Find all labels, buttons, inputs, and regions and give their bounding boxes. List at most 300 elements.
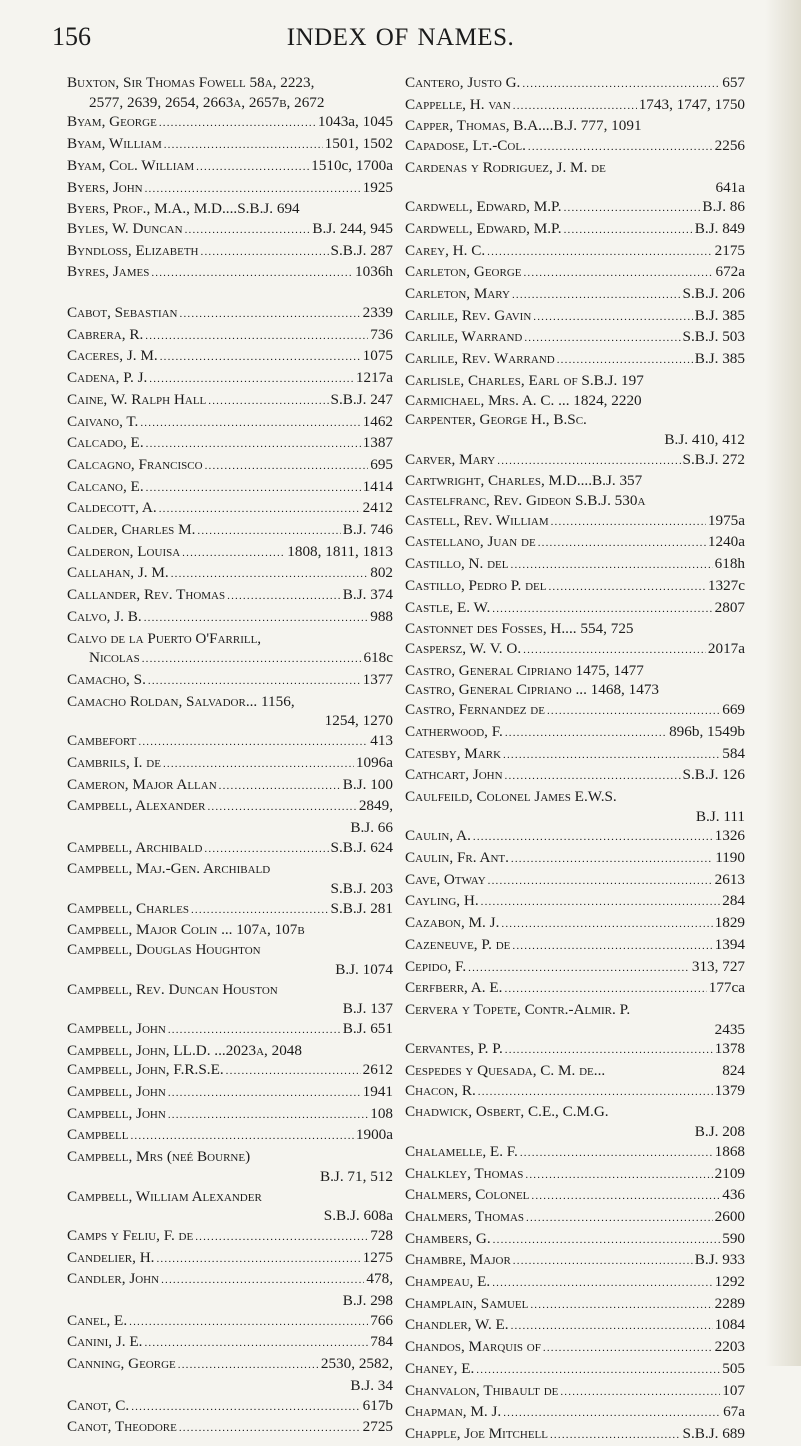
index-entry-line <box>405 450 745 472</box>
entry-reference: 1292 <box>714 1273 745 1291</box>
index-entry <box>405 1061 745 1081</box>
entry-name: Castro, General Cipriano ... 1468, 1473 <box>405 681 660 699</box>
index-entry-line <box>405 1020 745 1040</box>
index-entry <box>405 1315 745 1337</box>
leader-dots <box>564 199 701 219</box>
index-entry-line <box>67 711 393 731</box>
entry-reference: 1394 <box>714 935 745 953</box>
leader-dots <box>551 513 706 533</box>
leader-dots <box>219 777 341 797</box>
entry-reference: 2203 <box>714 1338 745 1356</box>
leader-dots <box>148 672 361 692</box>
index-entry <box>405 349 745 371</box>
entry-reference: 802 <box>370 564 393 582</box>
index-entry-line <box>67 1396 393 1418</box>
index-entry <box>67 303 393 325</box>
entry-name: Chambers, G. <box>405 1229 491 1247</box>
index-entry <box>405 158 745 197</box>
entry-name: Callander, Rev. Thomas <box>67 586 226 604</box>
index-entry <box>67 1041 393 1061</box>
entry-reference: S.B.J. 206 <box>682 285 745 303</box>
index-entry-line <box>67 1226 393 1248</box>
index-entry-line <box>405 219 745 241</box>
leader-dots <box>528 138 713 158</box>
index-entry-line <box>405 1164 745 1186</box>
entry-name: Chandler, W. E. <box>405 1316 509 1334</box>
index-entry <box>405 639 745 661</box>
index-entry-line <box>405 913 745 935</box>
index-entry-line <box>405 1061 745 1081</box>
index-entry <box>67 563 393 585</box>
leader-dots <box>156 1250 360 1270</box>
leader-dots <box>560 1383 720 1403</box>
index-entry <box>405 262 745 284</box>
index-entry <box>405 1039 745 1061</box>
index-entry <box>405 1381 745 1403</box>
index-entry <box>67 980 393 1019</box>
entry-reference: 1075 <box>362 347 393 365</box>
index-entry-line <box>405 576 745 598</box>
entry-name: Castellano, Juan de <box>405 533 536 551</box>
leader-dots <box>140 414 360 434</box>
index-entry <box>67 1311 393 1333</box>
leader-dots <box>144 609 369 629</box>
entry-name: Cespedes y Quesada, C. M. de... <box>405 1062 606 1080</box>
index-entry <box>67 134 393 156</box>
index-entry <box>405 935 745 957</box>
index-entry-line <box>67 199 393 219</box>
entry-name: Castro, General Cipriano 1475, 1477 <box>405 661 644 679</box>
leader-dots <box>468 959 690 979</box>
entry-reference: 766 <box>370 1311 393 1329</box>
entry-reference: 2613 <box>714 870 745 888</box>
entry-reference: 177ca <box>708 979 745 997</box>
entry-reference: B.J. 849 <box>694 219 745 237</box>
leader-dots <box>525 1166 712 1186</box>
entry-name: Chalmers, Colonel <box>405 1186 530 1204</box>
index-entry <box>405 116 745 136</box>
page-number: 156 <box>52 22 91 51</box>
leader-dots <box>208 392 328 412</box>
leader-dots <box>191 901 329 921</box>
leader-dots <box>182 544 285 564</box>
leader-dots <box>476 1361 720 1381</box>
entry-reference: 1190 <box>715 849 745 867</box>
index-entry-line <box>67 1041 393 1061</box>
index-entry-line <box>67 520 393 542</box>
leader-dots <box>513 97 637 117</box>
letter-gap <box>67 284 393 303</box>
entry-reference: S.B.J. 624 <box>330 838 393 856</box>
index-entry-line <box>67 368 393 390</box>
index-entry-line <box>67 542 393 564</box>
index-entry <box>405 511 745 533</box>
index-entry-line <box>67 648 393 670</box>
entry-name: Cervera y Topete, Contr.-Almir. P. <box>405 1000 631 1018</box>
index-entry <box>67 940 393 979</box>
entry-name: Campbell, Douglas Houghton <box>67 941 261 959</box>
leader-dots <box>511 556 713 576</box>
index-entry <box>67 670 393 692</box>
entry-reference: B.J. 208 <box>694 1123 745 1141</box>
index-entry-line <box>67 940 393 960</box>
index-entry <box>67 1147 393 1186</box>
index-entry <box>67 520 393 542</box>
index-entry-line <box>405 284 745 306</box>
index-entry-line <box>405 158 745 178</box>
entry-reference: B.J. 1074 <box>335 960 393 978</box>
entry-name: Calvo de la Puerto O'Farrill, <box>67 629 262 647</box>
index-entry <box>67 1269 393 1310</box>
index-entry <box>67 498 393 520</box>
entry-reference: B.J. 34 <box>350 1376 393 1394</box>
entry-name: Caulin, A. <box>405 827 471 845</box>
index-entry <box>405 1081 745 1103</box>
entry-reference: 478, <box>366 1270 393 1288</box>
index-entry <box>67 1417 393 1439</box>
index-entry <box>67 1019 393 1041</box>
index-entry <box>67 325 393 347</box>
index-entry-line <box>405 744 745 766</box>
index-entry-line <box>405 1315 745 1337</box>
index-entry-line <box>67 899 393 921</box>
index-entry-line <box>405 116 745 136</box>
entry-reference: 1808, 1811, 1813 <box>287 542 393 560</box>
leader-dots <box>473 828 713 848</box>
entry-name: Carmichael, Mrs. A. C. ... 1824, 2220 <box>405 391 642 409</box>
entry-reference: 617b <box>362 1396 393 1414</box>
entry-name: Cardenas y Rodriguez, J. M. de <box>405 158 606 176</box>
index-entry-line <box>405 598 745 620</box>
entry-reference: B.J. 374 <box>342 586 393 604</box>
index-entry-line <box>405 1381 745 1403</box>
entry-name: Chalamelle, E. F. <box>405 1142 518 1160</box>
index-entry-line <box>67 1269 393 1291</box>
entry-reference: 2807 <box>714 598 745 616</box>
entry-reference: 1941 <box>362 1083 393 1101</box>
index-entry-line <box>67 134 393 156</box>
leader-dots <box>146 435 361 455</box>
index-entry-line <box>67 1417 393 1439</box>
entry-reference: 1096a <box>355 753 393 771</box>
index-entry <box>405 532 745 554</box>
index-entry-line <box>67 262 393 284</box>
entry-reference: B.J. 66 <box>350 818 393 836</box>
entry-reference: 2612 <box>362 1061 393 1079</box>
entry-name: Cardwell, Edward, M.P. <box>405 198 562 216</box>
index-entry-line <box>67 1167 393 1187</box>
index-entry <box>67 920 393 940</box>
entry-name: Cave, Otway <box>405 870 486 888</box>
index-entry-line <box>405 807 745 827</box>
index-entry <box>67 899 393 921</box>
leader-dots <box>523 641 706 661</box>
entry-name: Caldecott, A. <box>67 499 157 517</box>
index-entry-line <box>405 870 745 892</box>
index-entry-line <box>405 661 745 681</box>
index-entry <box>405 371 745 391</box>
right-column <box>405 73 745 1446</box>
entry-name: Cathcart, John <box>405 766 503 784</box>
index-entry <box>405 848 745 870</box>
entry-name: Canel, E. <box>67 1311 128 1329</box>
index-entry-line <box>405 1229 745 1251</box>
page-heading: INDEX OF NAMES. <box>286 24 515 51</box>
leader-dots <box>151 264 353 284</box>
index-entry-line <box>67 1060 393 1082</box>
index-entry <box>405 219 745 241</box>
entry-reference: B.J. 86 <box>702 198 745 216</box>
entry-reference: 1378 <box>714 1040 745 1058</box>
leader-dots <box>138 733 368 753</box>
index-entry <box>405 598 745 620</box>
entry-reference: 1501, 1502 <box>324 135 393 153</box>
index-entry <box>405 136 745 158</box>
leader-dots <box>478 1083 713 1103</box>
leader-dots <box>196 158 309 178</box>
index-entry <box>67 1104 393 1126</box>
index-entry <box>67 477 393 499</box>
entry-reference: 436 <box>722 1186 745 1204</box>
leader-dots <box>144 1334 368 1354</box>
index-entry-line <box>67 1125 393 1147</box>
entry-name: Caspersz, W. V. O. <box>405 639 522 657</box>
entry-name: Carleton, Mary <box>405 285 510 303</box>
entry-name: Campbell, Major Colin ... 107a, 107b <box>67 921 305 939</box>
index-entry-line <box>67 818 393 838</box>
index-entry <box>67 692 393 731</box>
entry-reference: S.B.J. 126 <box>682 766 745 784</box>
entry-name: Camacho Roldan, Salvador... 1156, <box>67 692 295 710</box>
entry-name: Castell, Rev. William <box>405 511 549 529</box>
index-entry-line <box>67 585 393 607</box>
index-entry-line <box>67 960 393 980</box>
entry-name: Campbell, William Alexander <box>67 1187 262 1205</box>
entry-reference: B.J. 111 <box>695 807 745 825</box>
entry-reference: 1510c, 1700a <box>311 156 393 174</box>
entry-reference: 2289 <box>714 1294 745 1312</box>
index-entry-line <box>67 879 393 899</box>
index-entry <box>405 1102 745 1141</box>
leader-dots <box>131 1398 360 1418</box>
index-entry-line <box>405 957 745 979</box>
entry-reference: 584 <box>722 744 745 762</box>
index-entry-line <box>67 178 393 200</box>
entry-name: Carlile, Warrand <box>405 328 523 346</box>
entry-name: Castillo, Pedro P. del <box>405 576 547 594</box>
entry-reference: B.J. 385 <box>694 350 745 368</box>
leader-dots <box>524 329 680 349</box>
entry-name: Carey, H. C. <box>405 241 486 259</box>
entry-name: Castro, Fernandez de <box>405 701 545 719</box>
index-entry <box>405 1294 745 1316</box>
entry-name: Castelfranc, Rev. Gideon S.B.J. 530a <box>405 492 646 510</box>
leader-dots <box>227 587 341 607</box>
entry-name: Cambrils, I. de <box>67 753 161 771</box>
index-entry-line <box>405 471 745 491</box>
entry-name: Campbell, Alexander <box>67 797 206 815</box>
index-entry-line <box>405 73 745 95</box>
index-entry-line <box>67 1187 393 1207</box>
entry-reference: 1326 <box>714 827 745 845</box>
index-entry <box>67 838 393 860</box>
entry-name: Carlile, Rev. Gavin <box>405 306 532 324</box>
leader-dots <box>142 650 362 670</box>
entry-reference: 1377 <box>362 670 393 688</box>
entry-name: Cadena, P. J. <box>67 369 148 387</box>
entry-reference: B.J. 746 <box>342 521 393 539</box>
entry-name: Castle, E. W. <box>405 598 491 616</box>
index-entry <box>405 619 745 639</box>
entry-name: Buxton, Sir Thomas Fowell 58a, 2223, <box>67 74 315 91</box>
index-entry <box>405 891 745 913</box>
entry-name: Champlain, Samuel <box>405 1294 529 1312</box>
entry-name: Campbell, Charles <box>67 899 189 917</box>
index-entry-line <box>67 93 393 113</box>
entry-reference: 896b, 1549b <box>669 722 745 740</box>
index-entry <box>67 73 393 112</box>
index-entry-line <box>67 325 393 347</box>
leader-dots <box>129 1313 368 1333</box>
index-entry <box>405 661 745 681</box>
entry-reference: 1829 <box>714 914 745 932</box>
leader-dots <box>505 724 667 744</box>
entry-name: Cantero, Justo G. <box>405 74 521 91</box>
index-entry <box>405 722 745 744</box>
index-entry-line <box>405 722 745 744</box>
entry-name: Carpenter, George H., B.Sc. <box>405 411 587 429</box>
entry-name: Canning, George <box>67 1355 176 1373</box>
entry-name: Campbell, Rev. Duncan Houston <box>67 980 278 998</box>
index-entry-line <box>67 156 393 178</box>
entry-name: Castillo, N. del <box>405 555 509 573</box>
entry-name: Camacho, S. <box>67 670 146 688</box>
entry-reference: 1240a <box>707 533 745 551</box>
entry-name: Chalkley, Thomas <box>405 1164 524 1182</box>
index-entry <box>67 199 393 219</box>
index-entry-line <box>405 848 745 870</box>
index-entry <box>405 327 745 349</box>
entry-reference: 1379 <box>714 1081 745 1099</box>
index-entry-line <box>67 796 393 818</box>
index-entry <box>67 455 393 477</box>
entry-name: Cepido, F. <box>405 957 467 975</box>
entry-name: Nicolas <box>89 649 140 667</box>
index-entry-line <box>67 629 393 649</box>
entry-reference: 736 <box>370 325 393 343</box>
leader-dots <box>511 850 713 870</box>
entry-name: Castonnet des Fosses, H.... 554, 725 <box>405 620 634 638</box>
entry-reference: 2725 <box>362 1418 393 1436</box>
entry-reference: B.J. 651 <box>342 1019 393 1037</box>
entry-name: Byam, Col. William <box>67 156 195 174</box>
entry-name: Candler, John <box>67 1270 160 1288</box>
index-entry-line <box>67 692 393 712</box>
leader-dots <box>492 1274 712 1294</box>
index-entry-line <box>405 639 745 661</box>
entry-reference: 1975a <box>707 511 745 529</box>
index-entry-line <box>405 327 745 349</box>
index-entry <box>405 978 745 1000</box>
entry-name: Chanvalon, Thibault de <box>405 1381 559 1399</box>
entry-name: Campbell, John <box>67 1083 166 1101</box>
entry-reference: 2600 <box>714 1207 745 1225</box>
entry-reference: S.B.J. 689 <box>682 1425 745 1442</box>
index-entry <box>405 1250 745 1272</box>
entry-reference: 2339 <box>362 304 393 322</box>
entry-name: Cabot, Sebastian <box>67 304 178 322</box>
leader-dots <box>207 798 356 818</box>
index-entry-line <box>405 765 745 787</box>
index-entry-line <box>67 1354 393 1376</box>
leader-dots <box>145 180 361 200</box>
index-entry <box>67 1187 393 1226</box>
index-entry-line <box>405 391 745 411</box>
index-entry <box>67 112 393 134</box>
index-entry-line <box>405 1207 745 1229</box>
entry-name: Champeau, E. <box>405 1273 491 1291</box>
index-entry-line <box>67 1376 393 1396</box>
index-entry <box>67 585 393 607</box>
entry-name: Cayling, H. <box>405 892 479 910</box>
leader-dots <box>564 221 693 241</box>
index-entry <box>405 744 745 766</box>
entry-name: Chacon, R. <box>405 1081 476 1099</box>
index-entry <box>67 1125 393 1147</box>
index-entry <box>405 576 745 598</box>
leader-dots <box>487 243 712 263</box>
leader-dots <box>543 1339 713 1359</box>
leader-dots <box>204 840 328 860</box>
entry-reference: 2175 <box>714 241 745 259</box>
leader-dots <box>171 565 369 585</box>
entry-name: Campbell, Maj.-Gen. Archibald <box>67 860 271 878</box>
entry-reference: S.B.J. 203 <box>330 880 393 898</box>
entry-name: Catherwood, F. <box>405 722 503 740</box>
entry-name: Cabrera, R. <box>67 325 144 343</box>
index-entry-line <box>67 753 393 775</box>
entry-name: Chapman, M. J. <box>405 1403 502 1421</box>
index-entry-line <box>67 303 393 325</box>
index-entry <box>405 554 745 576</box>
index-entry <box>67 156 393 178</box>
index-entry-line <box>67 455 393 477</box>
index-entry <box>67 1248 393 1270</box>
index-entry-line <box>405 1185 745 1207</box>
entry-name: Campbell, John, F.R.S.E. <box>67 1061 224 1079</box>
left-column <box>67 73 393 1439</box>
index-entry-line <box>67 859 393 879</box>
entry-reference: 2412 <box>362 499 393 517</box>
index-entry <box>405 471 745 491</box>
leader-dots <box>178 1356 319 1376</box>
leader-dots <box>512 937 712 957</box>
entry-name: Calcado, E. <box>67 434 144 452</box>
leader-dots <box>503 1404 721 1424</box>
leader-dots <box>488 872 713 892</box>
entry-reference: 413 <box>370 732 393 750</box>
index-entry-line <box>405 554 745 576</box>
index-entry-line <box>67 219 393 241</box>
index-entry-line <box>405 619 745 639</box>
leader-dots <box>168 1106 368 1126</box>
index-entry <box>405 1142 745 1164</box>
entry-reference: 2256 <box>714 137 745 155</box>
entry-reference: 1868 <box>714 1142 745 1160</box>
index-entry-line <box>405 430 745 450</box>
entry-name: Cazabon, M. J. <box>405 914 500 932</box>
entry-reference: 107 <box>722 1381 745 1399</box>
